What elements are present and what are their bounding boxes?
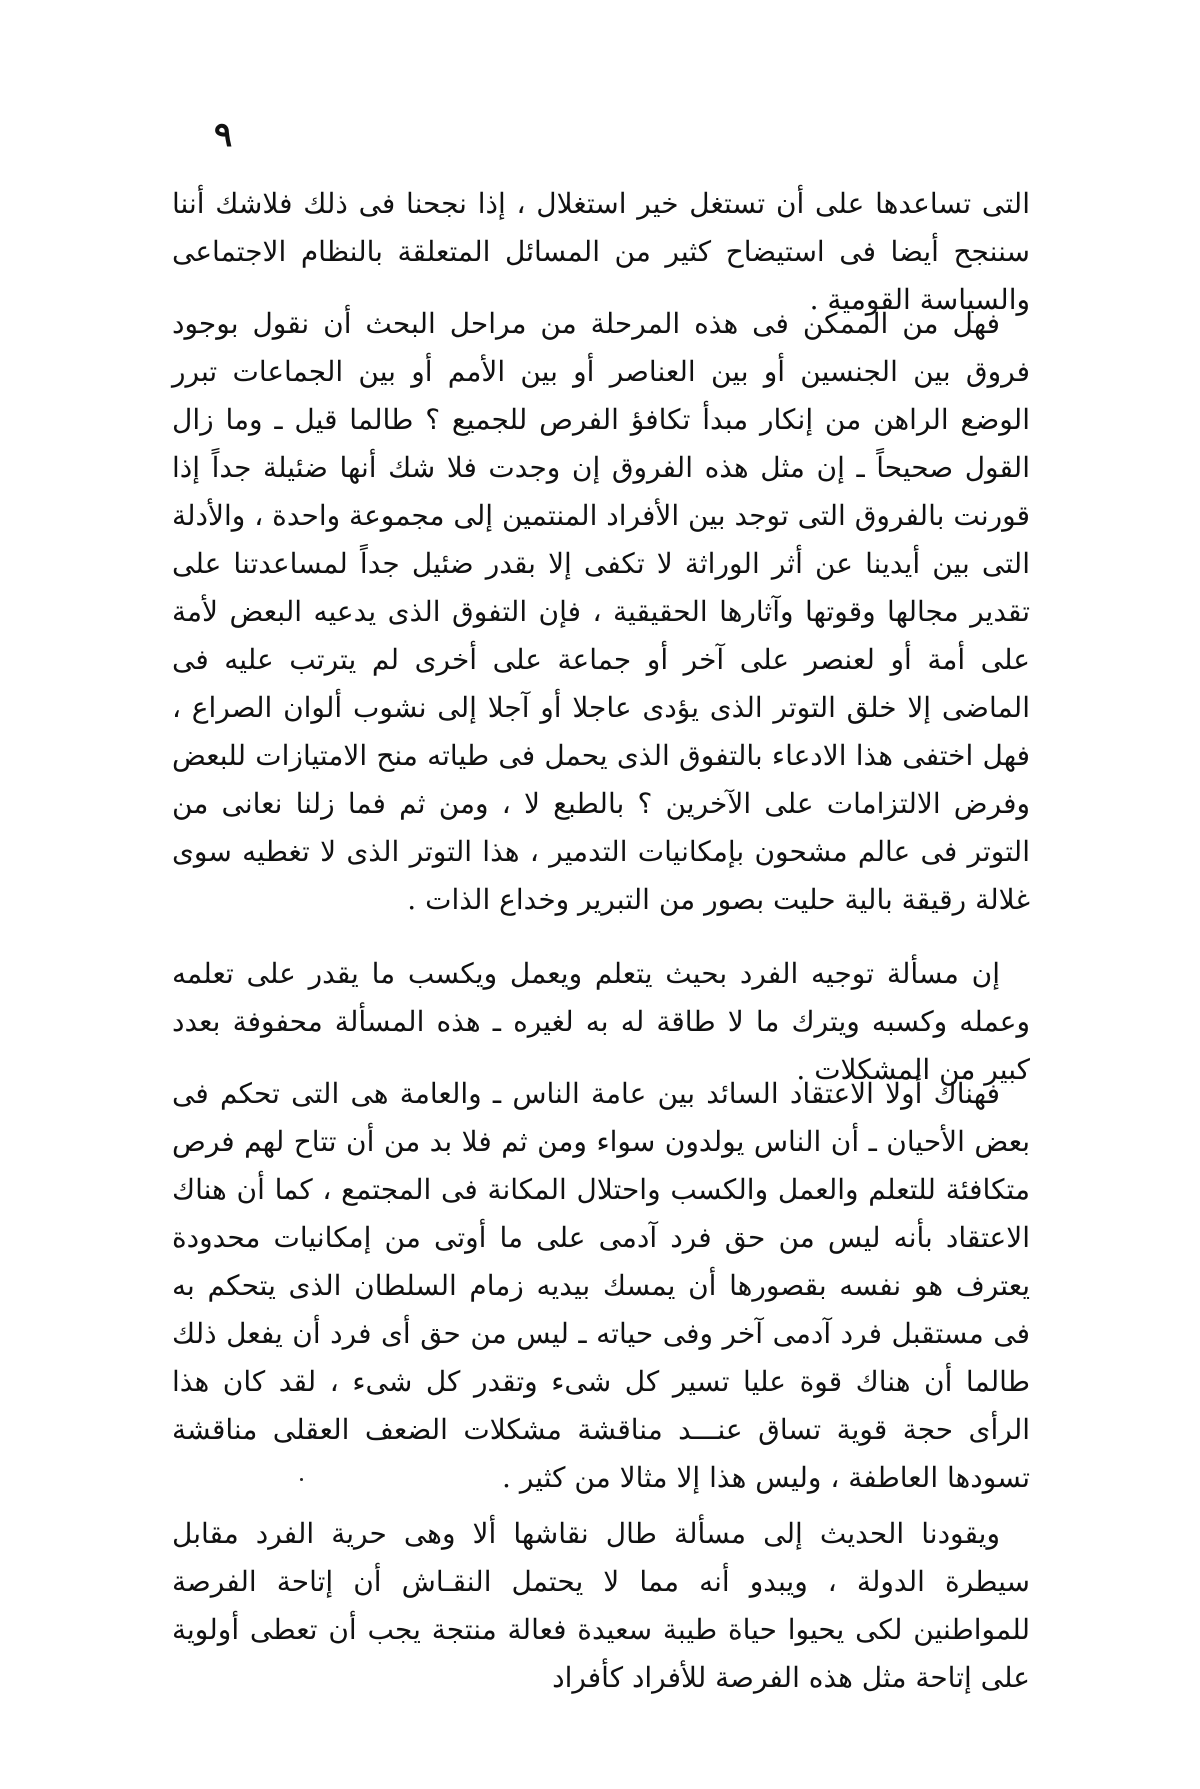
- paragraph-text: إن مسألة توجيه الفرد بحيث يتعلم ويعمل ويكسب ما يقدر على تعلمه وعمله وكسبه ويترك ما لا طاقة له به لغيره ـ هذه المسألة محفوفة بعدد كبير من المشكلات .: [172, 957, 1030, 1086]
- paragraph-2: [172, 300, 1030, 924]
- paragraph-4: [172, 1070, 1030, 1502]
- page-number: ٩: [214, 115, 233, 155]
- paragraph-text: التى تساعدها على أن تستغل خير استغلال ، إذا نجحنا فى ذلك فلاشك أننا سننجح أيضا فى استيضاح كثير من المسائل المتعلقة بالنظام الاجتماعى والسياسة القومية .: [172, 187, 1030, 316]
- paragraph-text: فهناك أولا الاعتقاد السائد بين عامة الناس ـ والعامة هى التى تحكم فى بعض الأحيان ـ أن الناس يولدون سواء ومن ثم فلا بد من أن تتاح لهم فرص متكافئة للتعلم والعمل والكسب واحتلال المكانة فى المجتمع ، كما أن هناك الاعتقاد بأنه ليس من حق فرد آدمى على ما أوتى من إمكانيات محدودة يعترف هو نفسه بقصورها أن يمسك بيديه زمام السلطان الذى يتحكم به فى مستقبل فرد آدمى آخر وفى حياته ـ ليس من حق أى فرد أن يفعل ذلك طالما أن هناك قوة عليا تسير كل شىء وتقدر كل شىء ، لقد كان هذا الرأى حجة قوية تساق عنـــد مناقشة مشكلات الضعف العقلى مناقشة تسودها العاطفة ، وليس هذا إلا مثالا من كثير .: [172, 1077, 1030, 1494]
- paragraph-text: فهل من الممكن فى هذه المرحلة من مراحل البحث أن نقول بوجود فروق بين الجنسين أو بين العناصر أو بين الأمم أو بين الجماعات تبرر الوضع الراهن من إنكار مبدأ تكافؤ الفرص للجميع ؟ طالما قيل ـ وما زال القول صحيحاً ـ إن مثل هذه الفروق إن وجدت فلا شك أنها ضئيلة جداً إذا قورنت بالفروق التى توجد بين الأفراد المنتمين إلى مجموعة واحدة ، والأدلة التى بين أيدينا عن أثر الوراثة لا تكفى إلا بقدر ضئيل جداً لمساعدتنا على تقدير مجالها وقوتها وآثارها الحقيقية ، فإن التفوق الذى يدعيه البعض لأمة على أمة أو لعنصر على آخر أو جماعة على أخرى لم يترتب عليه فى الماضى إلا خلق التوتر الذى يؤدى عاجلا أو آجلا إلى نشوب ألوان الصراع ، فهل اختفى هذا الادعاء بالتفوق الذى يحمل فى طياته منح الامتيازات للبعض وفرض الالتزامات على الآخرين ؟ بالطبع لا ، ومن ثم فما زلنا نعانى من التوتر فى عالم مشحون بإمكانيات التدمير ، هذا التوتر الذى لا تغطيه سوى غلالة رقيقة بالية حليت بصور من التبرير وخداع الذات .: [172, 307, 1030, 916]
- paragraph-text: ويقودنا الحديث إلى مسألة طال نقاشها ألا وهى حرية الفرد مقابل سيطرة الدولة ، ويبدو أنه مما لا يحتمل النقـاش أن إتاحة الفرصة للمواطنين لكى يحيوا حياة طيبة سعيدة فعالة منتجة يجب أن تعطى أولوية على إتاحة مثل هذه الفرصة للأفراد كأفراد: [172, 1517, 1030, 1694]
- print-speck: [300, 1478, 303, 1481]
- paragraph-5: [172, 1510, 1030, 1702]
